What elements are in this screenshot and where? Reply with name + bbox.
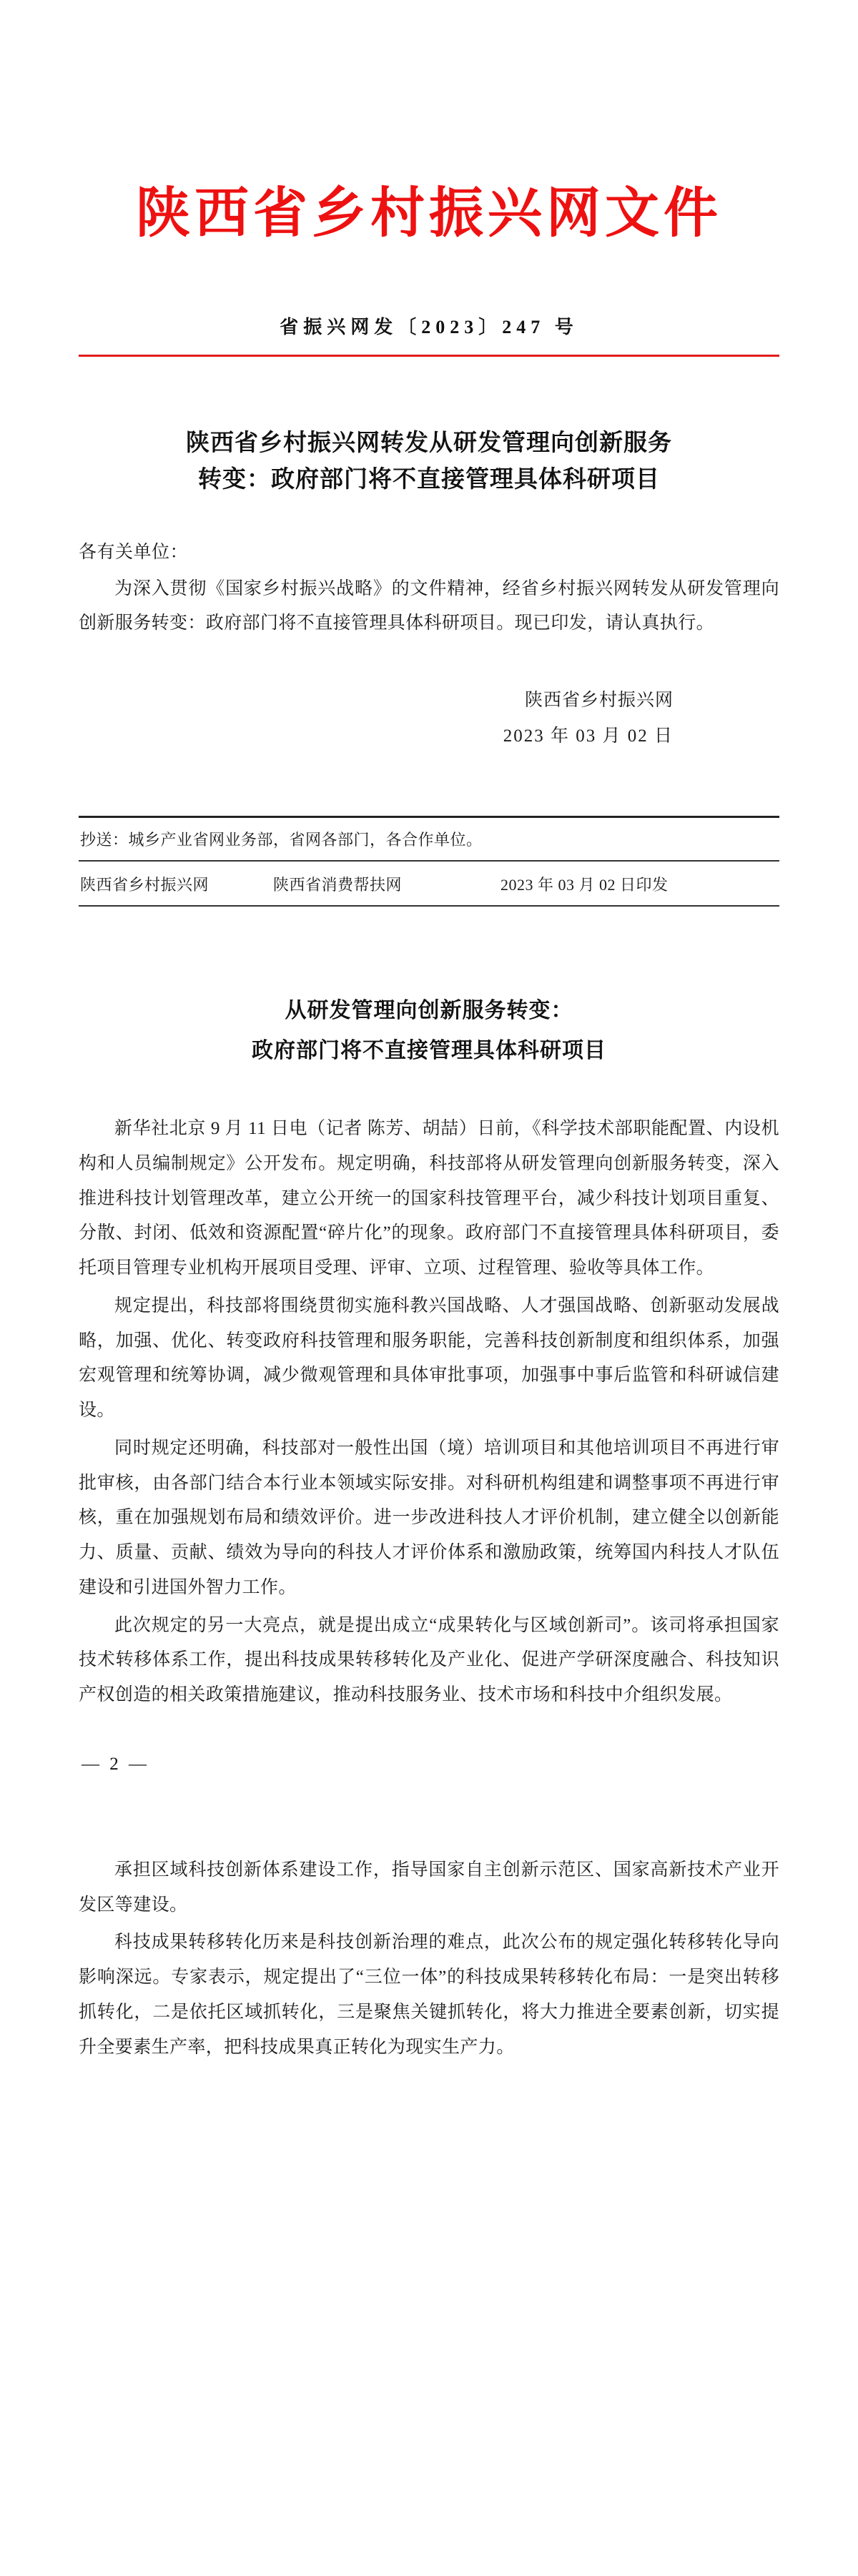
- footer-print-date: 2023 年 03 月 02 日印发: [500, 876, 669, 894]
- article-paragraph: 同时规定还明确，科技部对一般性出国（境）培训项目和其他培训项目不再进行审批审核，由各部门结合本行业本领域实际安排。对科研机构组建和调整事项不再进行审核，重在加强规划布局和绩效评价。进一步改进科技人才评价机制，建立健全以创新能力、质量、贡献、绩效为导向的科技人才评价体系和激励政策，统筹国内科技人才队伍建设和引进国外智力工作。: [79, 1438, 779, 1597]
- article-title: [79, 991, 779, 1070]
- document-footer: [79, 816, 779, 907]
- article-paragraph: 新华社北京 9 月 11 日电（记者 陈芳、胡喆）日前，《科学技术部职能配置、内设机构和人员编制规定》公开发布。规定明确，科技部将从研发管理向创新服务转变，深入推进科技计划管理改革，建立公开统一的国家科技管理平台，减少科技计划项目重复、分散、封闭、低效和资源配置“碎片化”的现象。政府部门不直接管理具体科研项目，委托项目管理专业机构开展项目受理、评审、立项、过程管理、验收等具体工作。: [79, 1119, 779, 1278]
- masthead-title: 陕西省乡村振兴网文件: [136, 184, 722, 244]
- article-title-line-2: 政府部门将不直接管理具体科研项目: [252, 1038, 606, 1062]
- footer-issuer-b: 陕西省消费帮扶网: [273, 876, 403, 894]
- article-title-line-1: 从研发管理向创新服务转变：: [285, 999, 573, 1023]
- footer-issue-row: [79, 862, 779, 905]
- article-section: [79, 907, 779, 1775]
- salutation: 各有关单位：: [79, 542, 189, 562]
- article-paragraph: 承担区域科技创新体系建设工作，指导国家自主创新示范区、国家高新技术产业开发区等建设。: [79, 1860, 779, 1915]
- red-separator-rule: [79, 355, 779, 357]
- notice-body-paragraph: 为深入贯彻《国家乡村振兴战略》的文件精神，经省乡村振兴网转发从研发管理向创新服务转变：政府部门将不直接管理具体科研项目。现已印发，请认真执行。: [79, 578, 779, 633]
- signature-date: 2023 年 03 月 02 日: [503, 726, 674, 746]
- notice-title-line-2: 转变：政府部门将不直接管理具体科研项目: [198, 466, 660, 493]
- article-paragraph: 科技成果转移转化历来是科技创新治理的难点，此次公布的规定强化转移转化导向影响深远。专家表示，规定提出了“三位一体”的科技成果转移转化布局：一是突出转移抓转化，二是依托区域抓转化，三是聚焦关键抓转化，将大力推进全要素创新，切实提升全要素生产率，把科技成果真正转化为现实生产力。: [79, 1933, 779, 2057]
- signature-block: [79, 683, 779, 754]
- article-paragraph: 此次规定的另一大亮点，就是提出成立“成果转化与区域创新司”。该司将承担国家技术转移体系工作，提出科技成果转移转化及产业化、促进产学研深度融合、科技知识产权创造的相关政策措施建议，推动科技服务业、技术市场和科技中介组织发展。: [79, 1615, 779, 1705]
- document-number: 省振兴网发〔2023〕247 号: [280, 316, 578, 337]
- document-page-2: [79, 1775, 779, 2066]
- notice-title: [89, 425, 769, 498]
- notice-title-line-1: 陕西省乡村振兴网转发从研发管理向创新服务: [186, 430, 672, 456]
- footer-issuer-a: 陕西省乡村振兴网: [80, 876, 209, 894]
- article-paragraph: 规定提出，科技部将围绕贯彻实施科教兴国战略、人才强国战略、创新驱动发展战略，加强、优化、转变政府科技管理和服务职能，完善科技创新制度和组织体系，加强宏观管理和统筹协调，减少微观管理和具体审批事项，加强事中事后监管和科研诚信建设。: [79, 1296, 779, 1421]
- footer-copy-to: 抄送：城乡产业省网业务部，省网各部门，各合作单位。: [80, 831, 483, 849]
- page-number: — 2 —: [82, 1754, 149, 1774]
- signature-issuer: 陕西省乡村振兴网: [524, 691, 674, 711]
